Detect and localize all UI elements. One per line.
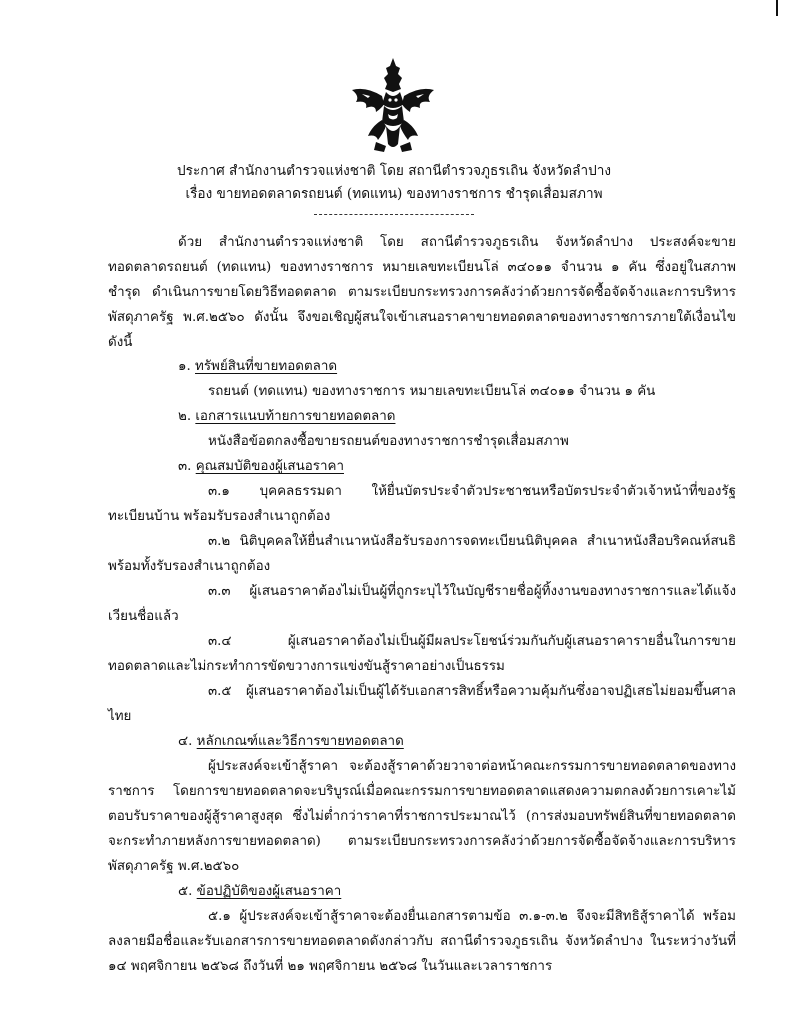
intro-line: ดังนี้ bbox=[108, 335, 133, 350]
qualification-line: พร้อมทั้งรับรองสำเนาถูกต้อง bbox=[108, 559, 271, 574]
section-title: หลักเกณฑ์และวิธีการขายทอดตลาด bbox=[196, 734, 404, 749]
qualification-line: ๓.๑ บุคคลธรรมดา ให้ยื่นบัตรประจำตัวประชาชนหรือบัตรประจำตัวเจ้าหน้าที่ของรัฐ bbox=[208, 484, 736, 499]
qualification-line: ๓.๕ ผู้เสนอราคาต้องไม่เป็นผู้ได้รับเอกสารสิทธิ์หรือความคุ้มกันซึ่งอาจปฏิเสธไม่ยอมขึ้นศาล bbox=[208, 684, 736, 699]
section-3-heading bbox=[178, 458, 344, 476]
auction-rule-line: ตอบรับราคาของผู้สู้ราคาสูงสุด ซึ่งไม่ต่ำกว่าราคาที่ราชการประมาณไว้ (การส่งมอบทรัพย์สินที่ขายทอดตลาด bbox=[108, 809, 736, 824]
section-2-body: หนังสือข้อตกลงซื้อขายรถยนต์ของทางราชการชำรุดเสื่อมสภาพ bbox=[208, 434, 569, 449]
qualification-line: ๓.๒ นิติบุคคลให้ยื่นสำเนาหนังสือรับรองการจดทะเบียนนิติบุคคล สำเนาหนังสือบริคณห์สนธิ bbox=[208, 534, 736, 549]
section-1-body: รถยนต์ (ทดแทน) ของทางราชการ หมายเลขทะเบียนโล่ ๓๔๐๑๑ จำนวน ๑ คัน bbox=[208, 384, 656, 399]
auction-rule-line: ผู้ประสงค์จะเข้าสู้ราคา จะต้องสู้ราคาด้วยวาจาต่อหน้าคณะกรรมการขายทอดตลาดของทาง bbox=[208, 759, 736, 774]
section-title: ทรัพย์สินที่ขายทอดตลาด bbox=[195, 359, 338, 374]
qualification-line: ไทย bbox=[108, 709, 132, 724]
section-title: เอกสารแนบท้ายการขายทอดตลาด bbox=[195, 409, 396, 424]
section-number: ๒. bbox=[178, 409, 192, 424]
section-2-heading bbox=[178, 408, 395, 426]
intro-line: ชำรุด ดำเนินการขายโดยวิธีทอดตลาด ตามระเบียบกระทรวงการคลังว่าด้วยการจัดซื้อจัดจ้างและการบริหาร bbox=[108, 285, 736, 300]
section-title: คุณสมบัติของผู้เสนอราคา bbox=[195, 459, 344, 474]
section-5-heading bbox=[178, 883, 341, 901]
title-divider bbox=[314, 214, 474, 215]
section-number: ๕. bbox=[178, 884, 193, 899]
qualification-line: เวียนชื่อแล้ว bbox=[108, 609, 179, 624]
section-number: ๓. bbox=[178, 459, 192, 474]
auction-rule-line: พัสดุภาครัฐ พ.ศ.๒๕๖๐ bbox=[108, 859, 240, 874]
bidder-duty-line: ๑๔ พฤศจิกายน ๒๕๖๘ ถึงวันที่ ๒๑ พฤศจิกายน ๒๕๖๘ ในวันและเวลาราชการ bbox=[108, 959, 553, 974]
qualification-line: ๓.๓ ผู้เสนอราคาต้องไม่เป็นผู้ที่ถูกระบุไว้ในบัญชีรายชื่อผู้ทิ้งงานของทางราชการและได้แจ้ง bbox=[208, 584, 736, 599]
section-4-heading bbox=[178, 733, 404, 751]
bidder-duty-line: ๕.๑ ผู้ประสงค์จะเข้าสู้ราคาจะต้องยื่นเอกสารตามข้อ ๓.๑-๓.๒ จึงจะมีสิทธิสู้ราคาได้ พร้อม bbox=[208, 909, 736, 924]
page-edge-mark bbox=[776, 0, 778, 16]
intro-line: ด้วย สำนักงานตำรวจแห่งชาติ โดย สถานีตำรวจภูธรเถิน จังหวัดลำปาง ประสงค์จะขาย bbox=[178, 235, 736, 250]
auction-rule-line: จะกระทำภายหลังการขายทอดตลาด) ตามระเบียบกระทรวงการคลังว่าด้วยการจัดซื้อจัดจ้างและการบริหาร bbox=[108, 834, 736, 849]
intro-line: ทอดตลาดรถยนต์ (ทดแทน) ของทางราชการ หมายเลขทะเบียนโล่ ๓๔๐๑๑ จำนวน ๑ คัน ซึ่งอยู่ในสภาพ bbox=[108, 260, 736, 275]
announcement-subject: เรื่อง ขายทอดตลาดรถยนต์ (ทดแทน) ของทางราชการ ชำรุดเสื่อมสภาพ bbox=[185, 186, 603, 202]
section-title: ข้อปฏิบัติของผู้เสนอราคา bbox=[196, 884, 342, 899]
garuda-emblem-icon bbox=[346, 56, 440, 154]
intro-line: พัสดุภาครัฐ พ.ศ.๒๕๖๐ ดังนั้น จึงขอเชิญผู้สนใจเข้าเสนอราคาขายทอดตลาดของทางราชการภายใต้เงื่อนไข bbox=[108, 310, 736, 325]
section-1-heading bbox=[178, 358, 337, 376]
bidder-duty-line: ลงลายมือชื่อและรับเอกสารการขายทอดตลาดดังกล่าวกับ สถานีตำรวจภูธรเถิน จังหวัดลำปาง ในระหว่างวันที่ bbox=[108, 934, 736, 949]
announcement-title: ประกาศ สำนักงานตำรวจแห่งชาติ โดย สถานีตำรวจภูธรเถิน จังหวัดลำปาง bbox=[177, 163, 611, 179]
qualification-line: ทะเบียนบ้าน พร้อมรับรองสำเนาถูกต้อง bbox=[108, 509, 331, 524]
section-number: ๑. bbox=[178, 359, 191, 374]
qualification-line: ๓.๔ ผู้เสนอราคาต้องไม่เป็นผู้มีผลประโยชน์ร่วมกันกับผู้เสนอราคารายอื่นในการขาย bbox=[208, 634, 736, 649]
section-number: ๔. bbox=[178, 734, 193, 749]
qualification-line: ทอดตลาดและไม่กระทำการขัดขวางการแข่งขันสู้ราคาอย่างเป็นธรรม bbox=[108, 659, 505, 674]
auction-rule-line: ราชการ โดยการขายทอดตลาดจะบริบูรณ์เมื่อคณะกรรมการขายทอดตลาดแสดงความตกลงด้วยการเคาะไม้ bbox=[108, 784, 736, 799]
